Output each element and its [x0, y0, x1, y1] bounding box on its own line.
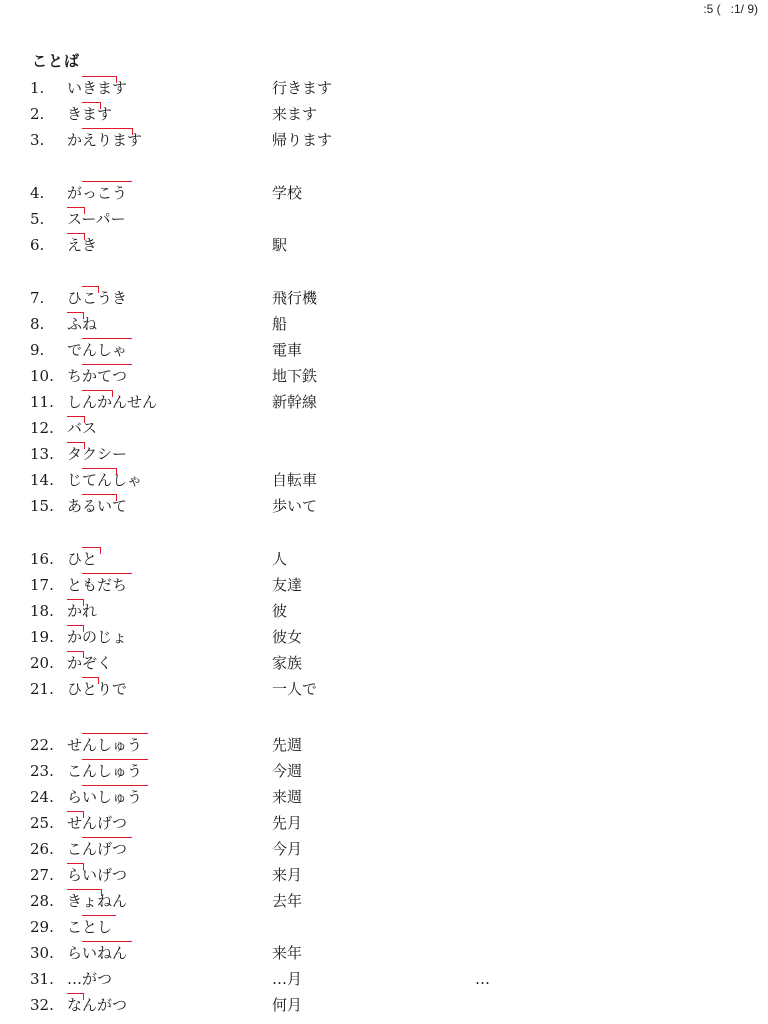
- item-number: 25.: [30, 814, 54, 832]
- item-number: 27.: [30, 866, 54, 884]
- kana-reading: ふね: [67, 312, 97, 336]
- pitch-accent-mark: [82, 286, 99, 293]
- kanji-writing: 飛行機: [272, 289, 318, 307]
- kanji-writing: 彼女: [272, 628, 303, 646]
- kanji-writing: 駅: [272, 236, 288, 254]
- vocab-item: [0, 599, 768, 623]
- item-number: 3.: [30, 131, 45, 149]
- kanji-writing: 帰ります: [272, 131, 333, 149]
- item-number: 8.: [30, 315, 45, 333]
- kana-reading: いきます: [67, 76, 127, 100]
- pitch-accent-mark: [67, 233, 85, 240]
- item-number: 1.: [30, 79, 45, 97]
- vocab-item: [0, 312, 768, 336]
- vocab-item: [0, 494, 768, 518]
- pitch-accent-mark: [82, 390, 113, 397]
- kana-reading: ひとりで: [67, 677, 127, 701]
- pitch-accent-mark: [82, 573, 132, 577]
- item-number: 4.: [30, 184, 45, 202]
- page-number: :5 ( :1/ 9): [703, 2, 758, 16]
- item-number: 28.: [30, 892, 54, 910]
- pitch-accent-mark: [82, 128, 133, 135]
- kanji-writing: 先月: [272, 814, 303, 832]
- item-number: 13.: [30, 445, 54, 463]
- kana-reading: しんかんせん: [67, 390, 157, 414]
- kana-reading: こんしゅう: [67, 759, 142, 783]
- kanji-writing: 去年: [272, 892, 303, 910]
- item-number: 24.: [30, 788, 54, 806]
- item-number: 2.: [30, 105, 45, 123]
- item-number: 14.: [30, 471, 54, 489]
- vocab-item: [0, 338, 768, 362]
- vocab-item: [0, 102, 768, 126]
- pitch-accent-mark: [67, 863, 84, 870]
- kana-reading: じてんしゃ: [67, 468, 142, 492]
- kanji-writing: 人: [272, 550, 288, 568]
- vocab-item: [0, 416, 768, 440]
- vocab-item: [0, 207, 768, 231]
- kanji-writing: 家族: [272, 654, 303, 672]
- kana-reading: らいしゅう: [67, 785, 142, 809]
- item-number: 26.: [30, 840, 54, 858]
- item-number: 23.: [30, 762, 54, 780]
- kana-reading: らいねん: [67, 941, 127, 965]
- pitch-accent-mark: [82, 677, 99, 684]
- kana-reading: かれ: [67, 599, 97, 623]
- kana-reading: スーパー: [67, 207, 126, 231]
- vocab-item: [0, 941, 768, 965]
- extra-note: …: [475, 970, 490, 988]
- item-number: 18.: [30, 602, 54, 620]
- kana-reading: せんげつ: [67, 811, 127, 835]
- item-number: 16.: [30, 550, 54, 568]
- pitch-accent-mark: [67, 889, 102, 896]
- kanji-writing: 歩いて: [272, 497, 318, 515]
- vocab-item: [0, 625, 768, 649]
- pitch-accent-mark: [82, 468, 117, 475]
- vocab-item: [0, 811, 768, 835]
- vocab-item: [0, 677, 768, 701]
- kana-reading: かぞく: [67, 651, 112, 675]
- vocab-item: [0, 128, 768, 152]
- vocab-item: [0, 547, 768, 571]
- kana-reading: きょねん: [67, 889, 127, 913]
- kana-reading: …がつ: [67, 970, 113, 988]
- vocab-item: [0, 915, 768, 939]
- pitch-accent-mark: [67, 651, 84, 658]
- kanji-writing: 自転車: [272, 471, 318, 489]
- item-number: 10.: [30, 367, 54, 385]
- vocab-item: [0, 863, 768, 887]
- pitch-accent-mark: [82, 102, 101, 109]
- kana-reading: ともだち: [67, 573, 127, 597]
- kana-reading: でんしゃ: [67, 338, 127, 362]
- kanji-writing: 学校: [272, 184, 303, 202]
- item-number: 32.: [30, 996, 54, 1014]
- item-number: 19.: [30, 628, 54, 646]
- vocab-item: [0, 837, 768, 861]
- item-number: 31.: [30, 970, 54, 988]
- pitch-accent-mark: [82, 759, 148, 763]
- kana-reading: バス: [67, 416, 97, 440]
- kanji-writing: 行きます: [272, 79, 333, 97]
- pitch-accent-mark: [67, 811, 84, 818]
- vocab-item: [0, 967, 768, 991]
- kana-reading: きます: [67, 102, 112, 126]
- kana-reading: ことし: [67, 915, 112, 939]
- pitch-accent-mark: [82, 733, 148, 737]
- item-number: 21.: [30, 680, 54, 698]
- item-number: 9.: [30, 341, 45, 359]
- kanji-writing: 友達: [272, 576, 303, 594]
- vocab-item: [0, 651, 768, 675]
- pitch-accent-mark: [82, 547, 101, 554]
- item-number: 12.: [30, 419, 54, 437]
- pitch-accent-mark: [82, 76, 117, 83]
- kana-reading: ちかてつ: [67, 364, 127, 388]
- vocab-item: [0, 181, 768, 205]
- vocab-item: [0, 889, 768, 913]
- item-number: 30.: [30, 944, 54, 962]
- pitch-accent-mark: [67, 599, 84, 606]
- pitch-accent-mark: [67, 312, 84, 319]
- item-number: 7.: [30, 289, 45, 307]
- kanji-writing: 今月: [272, 840, 303, 858]
- item-number: 17.: [30, 576, 54, 594]
- kanji-writing: 地下鉄: [272, 367, 318, 385]
- vocab-item: [0, 233, 768, 257]
- vocab-item: [0, 390, 768, 414]
- vocab-item: [0, 993, 768, 1017]
- vocab-item: [0, 573, 768, 597]
- kana-reading: タクシー: [67, 442, 127, 466]
- kana-reading: かのじょ: [67, 625, 127, 649]
- vocab-item: [0, 468, 768, 492]
- section-title: ことば: [32, 52, 81, 70]
- kanji-writing: 今週: [272, 762, 303, 780]
- kana-reading: せんしゅう: [67, 733, 142, 757]
- item-number: 11.: [30, 393, 54, 411]
- pitch-accent-mark: [82, 837, 132, 841]
- kanji-writing: 一人で: [272, 680, 318, 698]
- kana-reading: かえります: [67, 128, 142, 152]
- kanji-writing: …月: [272, 970, 303, 988]
- kana-reading: ひと: [67, 547, 97, 571]
- vocab-item: [0, 286, 768, 310]
- vocab-item: [0, 364, 768, 388]
- vocab-item: [0, 733, 768, 757]
- kanji-writing: 彼: [272, 602, 288, 620]
- item-number: 20.: [30, 654, 54, 672]
- pitch-accent-mark: [82, 181, 132, 185]
- kanji-writing: 先週: [272, 736, 303, 754]
- item-number: 6.: [30, 236, 45, 254]
- kanji-writing: 電車: [272, 341, 303, 359]
- kana-reading: ひこうき: [67, 286, 127, 310]
- vocab-item: [0, 759, 768, 783]
- kanji-writing: 来月: [272, 866, 303, 884]
- vocab-item: [0, 76, 768, 100]
- vocab-item: [0, 442, 768, 466]
- pitch-accent-mark: [82, 941, 132, 945]
- pitch-accent-mark: [67, 993, 84, 1000]
- kana-reading: えき: [67, 233, 97, 257]
- kanji-writing: 来年: [272, 944, 303, 962]
- kana-reading: らいげつ: [67, 863, 127, 887]
- pitch-accent-mark: [82, 915, 116, 919]
- kanji-writing: 新幹線: [272, 393, 318, 411]
- item-number: 5.: [30, 210, 45, 228]
- pitch-accent-mark: [67, 625, 84, 632]
- pitch-accent-mark: [82, 364, 132, 368]
- pitch-accent-mark: [82, 785, 148, 789]
- vocab-item: [0, 785, 768, 809]
- item-number: 29.: [30, 918, 54, 936]
- kanji-writing: 来週: [272, 788, 303, 806]
- pitch-accent-mark: [67, 442, 85, 449]
- pitch-accent-mark: [82, 494, 117, 501]
- item-number: 15.: [30, 497, 54, 515]
- kanji-writing: 何月: [272, 996, 303, 1014]
- pitch-accent-mark: [67, 207, 85, 214]
- kana-reading: がっこう: [67, 181, 127, 205]
- kana-reading: なんがつ: [67, 993, 127, 1017]
- pitch-accent-mark: [67, 416, 85, 423]
- pitch-accent-mark: [82, 338, 132, 342]
- item-number: 22.: [30, 736, 54, 754]
- kanji-writing: 船: [272, 315, 288, 333]
- kana-reading: あるいて: [67, 494, 127, 518]
- kana-reading: こんげつ: [67, 837, 127, 861]
- kanji-writing: 来ます: [272, 105, 318, 123]
